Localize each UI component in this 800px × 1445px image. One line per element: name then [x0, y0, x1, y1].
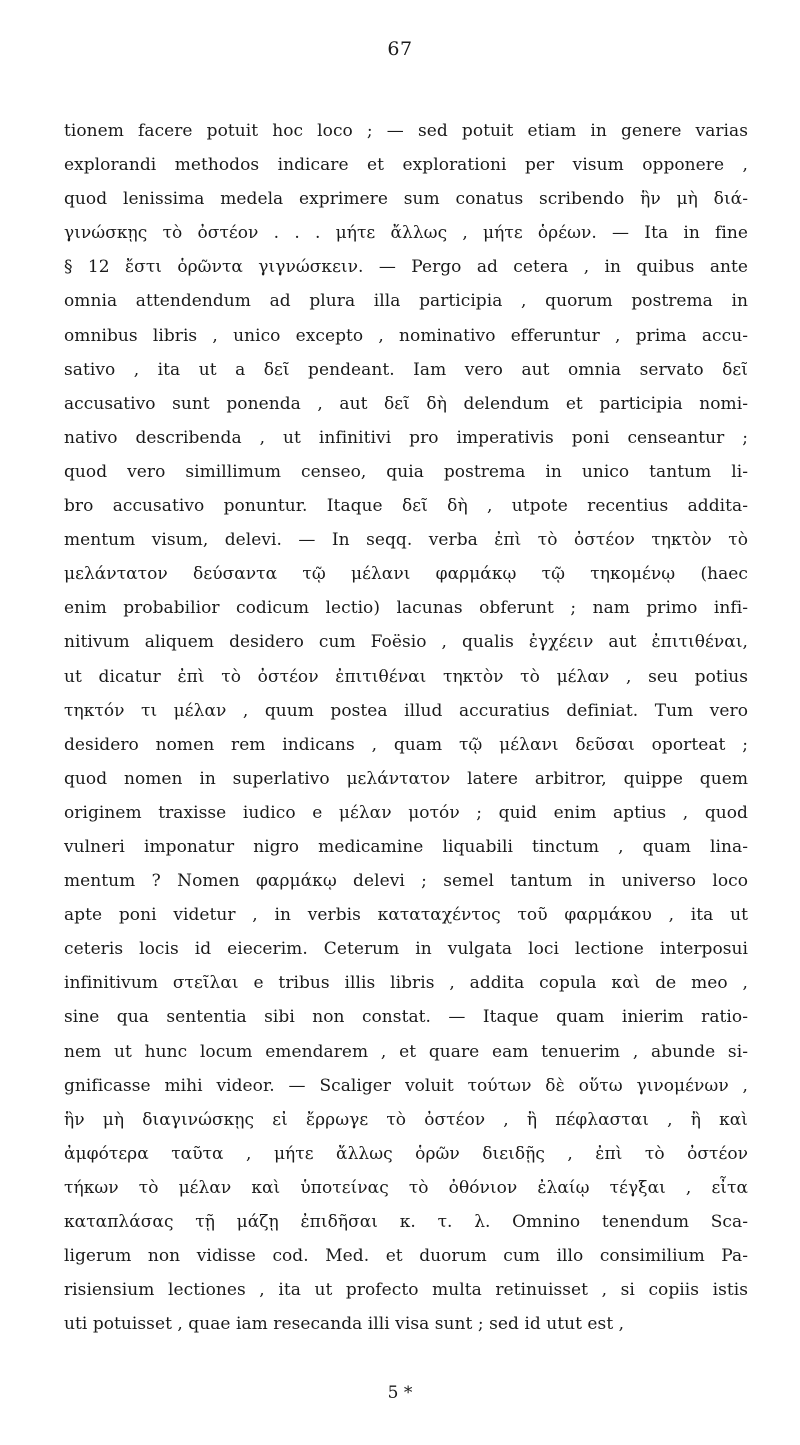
text-line: gnificasse mihi videor. — Scaliger voluit τούτων δὲ οὕτω γινομένων , — [64, 1075, 748, 1096]
text-line: omnibus libris , unico excepto , nominativo efferuntur , prima accu- — [64, 325, 748, 346]
text-line: mentum ? Nomen φαρμάκῳ delevi ; semel tantum in universo loco — [64, 871, 748, 892]
text-line: vulneri imponatur nigro medicamine liquabili tinctum , quam lina- — [64, 836, 748, 857]
text-line: γινώσκῃς τὸ ὀστέον . . . μήτε ἄλλως , μήτε ὁρέων. — Ita in fine — [64, 223, 748, 244]
text-line: tionem facere potuit hoc loco ; — sed potuit etiam in genere varias — [64, 121, 748, 141]
text-line: καταπλάσας τῇ μάζῃ ἐπιδῆσαι κ. τ. λ. Omnino tenendum Sca- — [64, 1212, 748, 1232]
text-line: uti potuisset , quae iam resecanda illi visa sunt ; sed id utut est , — [64, 1314, 625, 1335]
text-line: sine qua sententia sibi non constat. — Itaque quam inierim ratio- — [64, 1007, 748, 1028]
text-line: quod nomen in superlativo μελάντατον latere arbitror, quippe quem — [64, 768, 748, 789]
text-line: ἀμφότερα ταῦτα , μήτε ἄλλως ὁρῶν διειδῇς , ἐπὶ τὸ ὀστέον — [64, 1143, 748, 1164]
signature-mark: 5 * — [387, 1383, 413, 1403]
text-line: enim probabilior codicum lectio) lacunas obferunt ; nam primo infi- — [64, 598, 748, 619]
text-line: nativo describenda , ut infinitivi pro imperativis poni censeantur ; — [64, 427, 748, 448]
text-line: ligerum non vidisse cod. Med. et duorum cum illo consimilium Pa- — [64, 1246, 748, 1267]
text-line: mentum visum, delevi. — In seqq. verba ἐπὶ τὸ ὀστέον τηκτὸν τὸ — [64, 530, 748, 551]
text-line: desidero nomen rem indicans , quam τῷ μέλανι δεῦσαι oporteat ; — [64, 734, 748, 755]
text-line: ceteris locis id eiecerim. Ceterum in vulgata loci lectione interposui — [64, 939, 748, 960]
text-line: accusativo sunt ponenda , aut δεῖ δὴ delendum et participia nomi- — [64, 393, 748, 414]
text-line: nitivum aliquem desidero cum Foësio , qualis ἐγχέειν aut ἐπιτιθέναι, — [64, 632, 748, 653]
text-line: τήκων τὸ μέλαν καὶ ὑποτείνας τὸ ὀθόνιον ἐλαίῳ τέγξαι , εἶτα — [64, 1177, 748, 1198]
text-line: quod vero simillimum censeo, quia postrema in unico tantum li- — [64, 461, 748, 482]
text-line: ἣν μὴ διαγινώσκῃς εἰ ἔρρωγε τὸ ὀστέον , ἢ πέφλασται , ἢ καὶ — [64, 1109, 748, 1130]
text-line: omnia attendendum ad plura illa participia , quorum postrema in — [64, 291, 748, 312]
text-line: apte poni videtur , in verbis καταταχέντος τοῦ φαρμάκου , ita ut — [64, 905, 748, 926]
text-line: μελάντατον δεύσαντα τῷ μέλανι φαρμάκῳ τῷ τηκομένῳ (haec — [64, 564, 748, 585]
text-line: ut dicatur ἐπὶ τὸ ὀστέον ἐπιτιθέναι τηκτὸν τὸ μέλαν , seu potius — [64, 666, 748, 687]
body-text — [64, 114, 748, 1341]
text-line: infinitivum στεῖλαι e tribus illis libris , addita copula καὶ de meo , — [64, 973, 748, 994]
text-line: sativo , ita ut a δεῖ pendeant. Iam vero aut omnia servato δεῖ — [64, 359, 748, 380]
text-line: τηκτόν τι μέλαν , quum postea illud accuratius definiat. Tum vero — [64, 700, 748, 721]
text-line: quod lenissima medela exprimere sum conatus scribendo ἣν μὴ διά- — [64, 189, 748, 210]
page-number: 67 — [387, 38, 413, 60]
text-line: risiensium lectiones , ita ut profecto multa retinuisset , si copiis istis — [64, 1280, 748, 1301]
text-line: § 12 ἔστι ὁρῶντα γιγνώσκειν. — Pergo ad cetera , in quibus ante — [64, 257, 748, 278]
text-line: explorandi methodos indicare et explorationi per visum opponere , — [64, 155, 748, 176]
text-line: nem ut hunc locum emendarem , et quare eam tenuerim , abunde si- — [64, 1041, 748, 1062]
text-line: bro accusativo ponuntur. Itaque δεῖ δὴ , utpote recentius addita- — [64, 496, 748, 517]
text-line: originem traxisse iudico e μέλαν μοτόν ; quid enim aptius , quod — [64, 802, 748, 823]
